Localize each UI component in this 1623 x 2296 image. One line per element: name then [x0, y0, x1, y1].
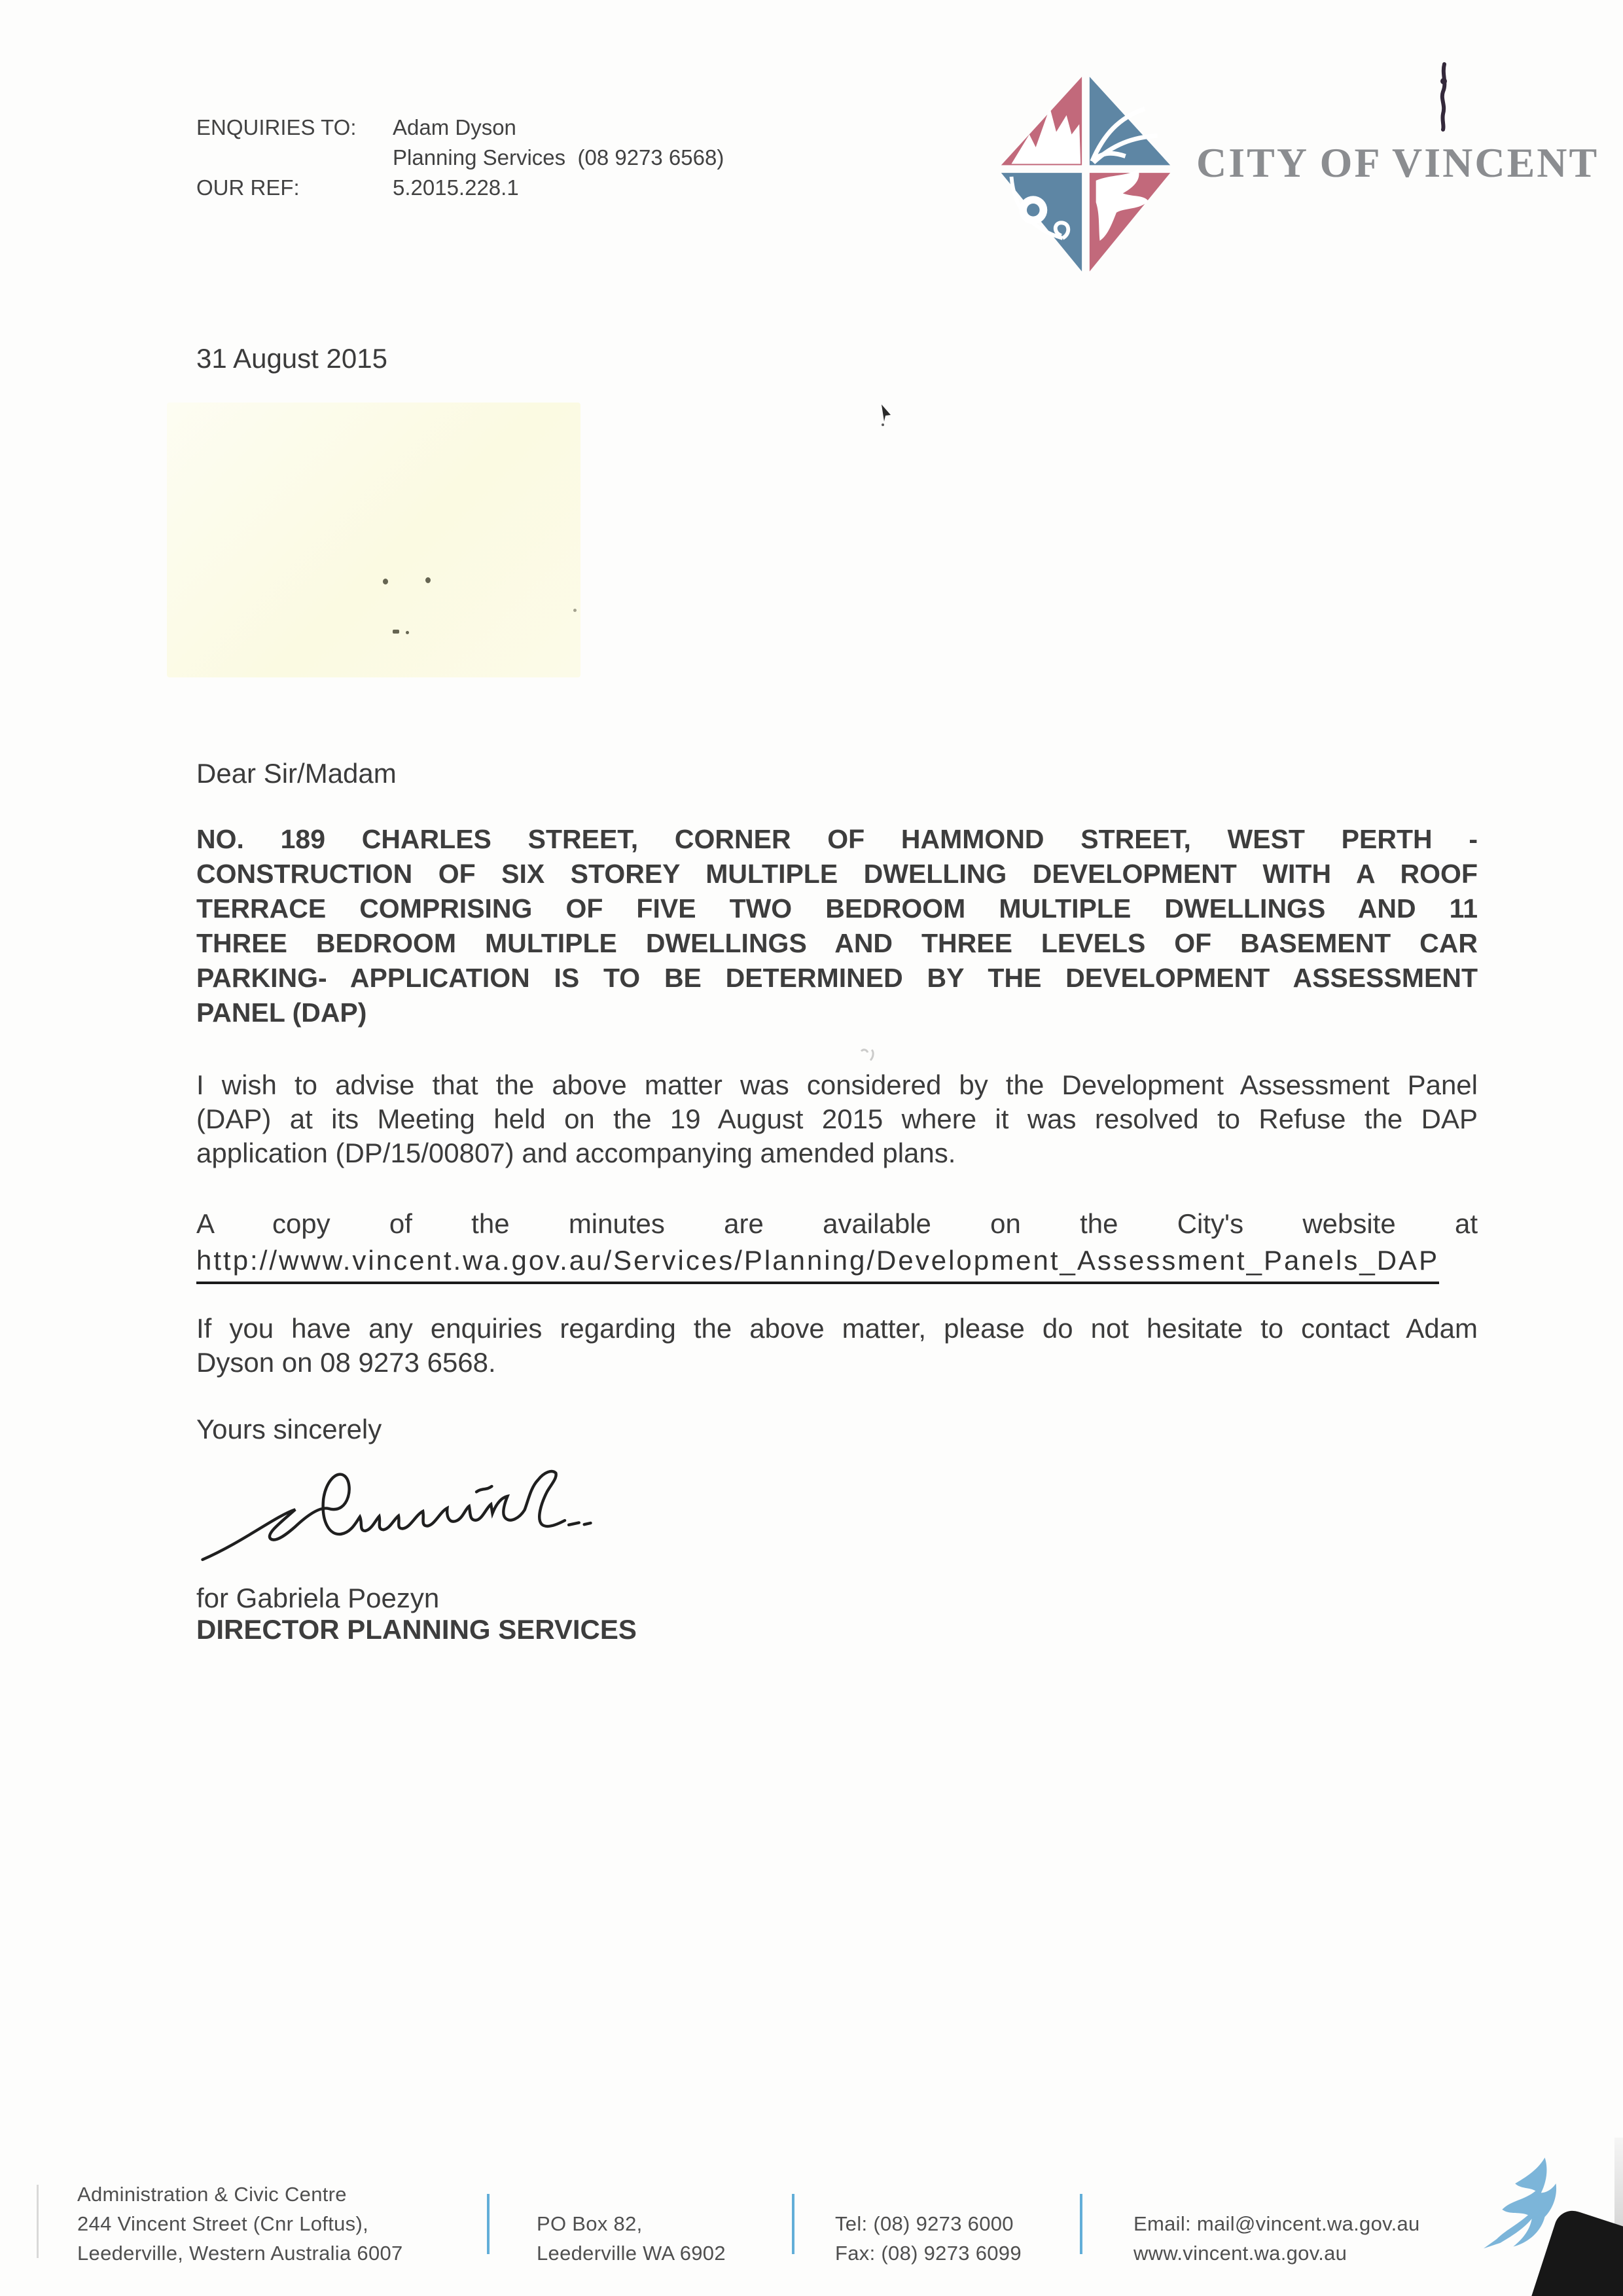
footer-line: www.vincent.wa.gov.au: [1133, 2242, 1347, 2265]
enquiries-dept: Planning Services (08 9273 6568): [393, 145, 724, 170]
enquiries-name: Adam Dyson: [393, 115, 516, 139]
ink-speck: [406, 631, 409, 634]
footer-line: Leederville, Western Australia 6007: [77, 2242, 403, 2265]
enquiries-label: ENQUIRIES TO:: [196, 115, 357, 139]
closing: Yours sincerely: [196, 1414, 382, 1444]
footer-phone: [835, 2209, 1022, 2268]
body-paragraph-decision: [196, 1068, 1478, 1170]
salutation: Dear Sir/Madam: [196, 758, 397, 789]
paragraph-line: If you have any enquiries regarding the above matter, please do not hesitate to contact Adam: [196, 1313, 1478, 1344]
scan-smudge: [859, 1047, 878, 1064]
footer-line: PO Box 82,: [537, 2212, 643, 2235]
footer-divider: [792, 2194, 794, 2254]
paragraph-line: (DAP) at its Meeting held on the 19 August 2015 where it was resolved to Refuse the DAP: [196, 1103, 1478, 1134]
paragraph-line: I wish to advise that the above matter was considered by the Development Assessment Panel: [196, 1069, 1478, 1100]
footer-line: Leederville WA 6902: [537, 2242, 726, 2265]
footer-line: 244 Vincent Street (Cnr Loftus),: [77, 2212, 368, 2235]
ink-speck: [383, 579, 388, 584]
paragraph-line: Dyson on 08 9273 6568.: [196, 1347, 496, 1378]
our-ref-label: OUR REF:: [196, 175, 300, 200]
redacted-address-block: [167, 403, 580, 677]
subject-line: NO. 189 CHARLES STREET, CORNER OF HAMMOND STREET, WEST PERTH -: [196, 824, 1478, 854]
subject-line: CONSTRUCTION OF SIX STOREY MULTIPLE DWELLING DEVELOPMENT WITH A ROOF: [196, 859, 1478, 889]
website-link[interactable]: http://www.vincent.wa.gov.au/Services/Planning/Development_Assessment_Panels_DAP: [196, 1244, 1439, 1284]
city-of-vincent-logo: [996, 65, 1175, 285]
footer-line: Tel: (08) 9273 6000: [835, 2212, 1014, 2235]
footer-line: Email: mail@vincent.wa.gov.au: [1133, 2212, 1420, 2235]
letter-date: 31 August 2015: [196, 343, 387, 374]
footer-online: [1133, 2209, 1420, 2268]
ink-speck: [393, 630, 399, 634]
paragraph-line: A copy of the minutes are available on the City's website at: [196, 1208, 1478, 1239]
subject-line: THREE BEDROOM MULTIPLE DWELLINGS AND THREE LEVELS OF BASEMENT CAR: [196, 928, 1478, 958]
footer-postal: [537, 2209, 726, 2268]
footer-line: Administration & Civic Centre: [77, 2183, 347, 2206]
footer-divider: [487, 2194, 490, 2254]
footer-divider: [1080, 2194, 1082, 2254]
enquiries-block: [196, 113, 724, 203]
signer-title: DIRECTOR PLANNING SERVICES: [196, 1614, 637, 1645]
body-paragraph-minutes: [196, 1207, 1478, 1284]
footer-line: Fax: (08) 9273 6099: [835, 2242, 1022, 2265]
scan-edge-line: [37, 2185, 39, 2258]
subject-line: PANEL (DAP): [196, 997, 367, 1028]
paragraph-line: application (DP/15/00807) and accompanying amended plans.: [196, 1138, 956, 1168]
signature: [196, 1460, 598, 1575]
pen-mark: [1435, 60, 1455, 132]
our-ref-value: 5.2015.228.1: [393, 175, 519, 200]
cursor-mark: [880, 404, 893, 427]
footer-address: [77, 2179, 403, 2268]
subject-line: TERRACE COMPRISING OF FIVE TWO BEDROOM MULTIPLE DWELLINGS AND 11: [196, 893, 1478, 924]
signed-for: for Gabriela Poezyn: [196, 1583, 440, 1613]
subject-line: PARKING- APPLICATION IS TO BE DETERMINED BY THE DEVELOPMENT ASSESSMENT: [196, 963, 1478, 993]
brand-wordmark: CITY OF VINCENT: [1196, 139, 1599, 186]
ink-speck: [425, 577, 431, 583]
subject-heading: [196, 822, 1478, 1030]
website-link-line: [196, 1244, 1478, 1284]
ink-speck: [573, 609, 577, 612]
body-paragraph-contact: [196, 1312, 1478, 1380]
